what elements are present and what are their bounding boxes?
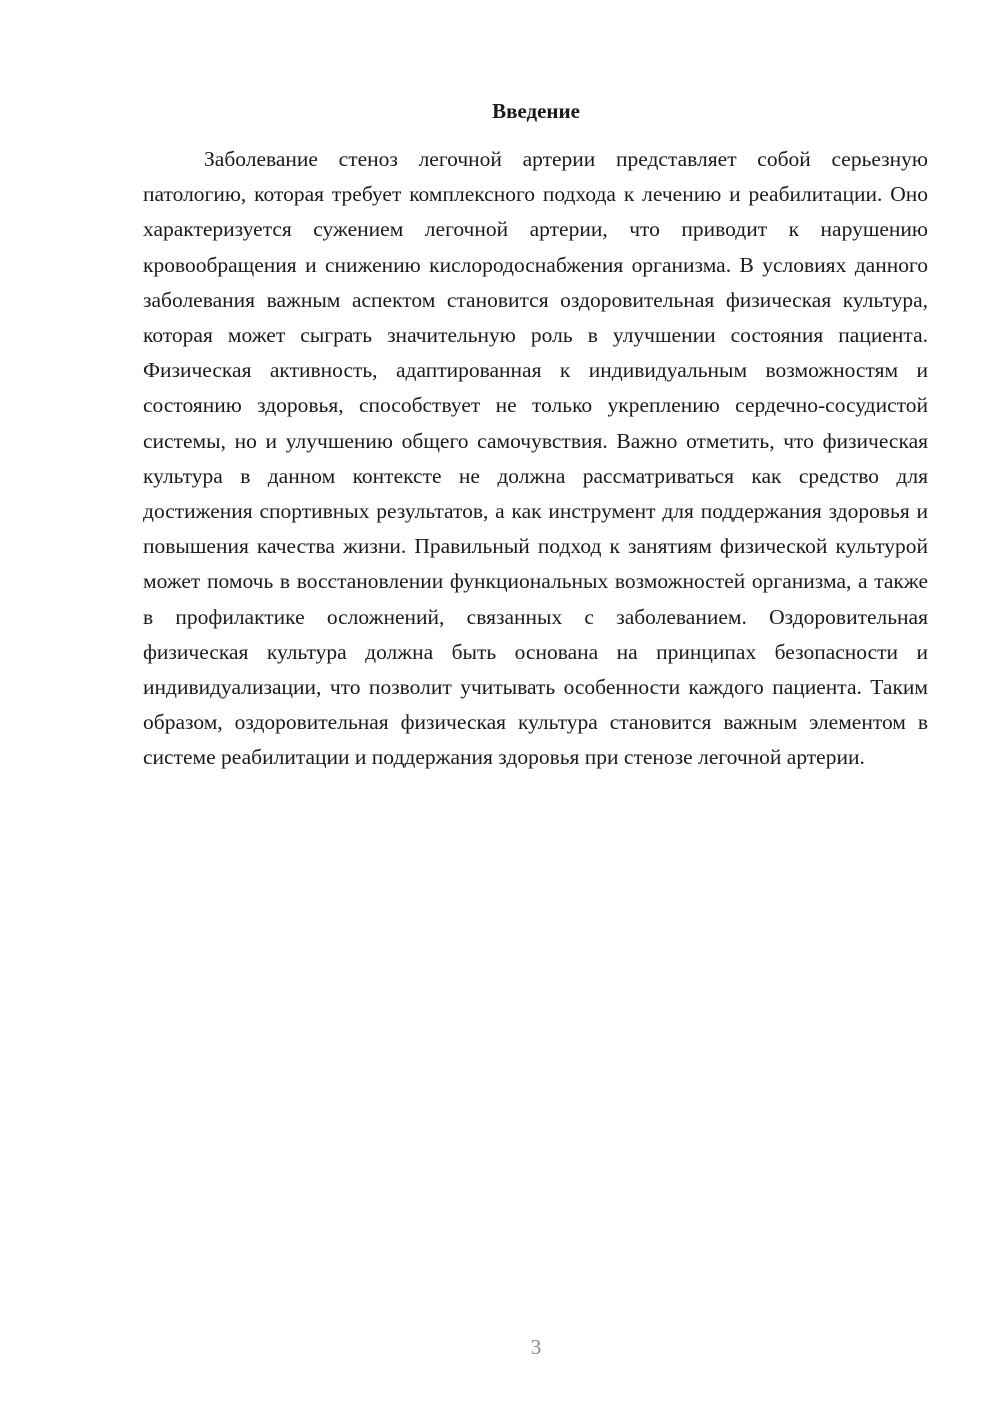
body-paragraph: Заболевание стеноз легочной артерии представляет собой серьезную патологию, которая требует комплексного подхода к лечению и реабилитации. Оно характеризуется сужением легочной артерии, что приводит к нарушению кровообращения и снижению кислородоснабжения организма. В условиях данного заболевания важным аспектом становится оздоровительная физическая культура, которая может сыграть значительную роль в улучшении состояния пациента. Физическая активность, адаптированная к индивидуальным возможностям и состоянию здоровья, способствует не только укреплению сердечно-сосудистой системы, но и улучшению общего самочувствия. Важно отметить, что физическая культура в данном контексте не должна рассматриваться как средство для достижения спортивных результатов, а как инструмент для поддержания здоровья и повышения качества жизни. Правильный подход к занятиям физической культурой может помочь в восстановлении функциональных возможностей организма, а также в профилактике осложнений, связанных с заболеванием. Оздоровительная физическая культура должна быть основана на принципах безопасности и индивидуализации, что позволит учитывать особенности каждого пациента. Таким образом, оздоровительная физическая культура становится важным элементом в системе реабилитации и поддержания здоровья при стенозе легочной артерии. [143, 147, 928, 770]
section-heading: Введение [492, 99, 580, 123]
page-number: 3 [530, 1335, 542, 1359]
